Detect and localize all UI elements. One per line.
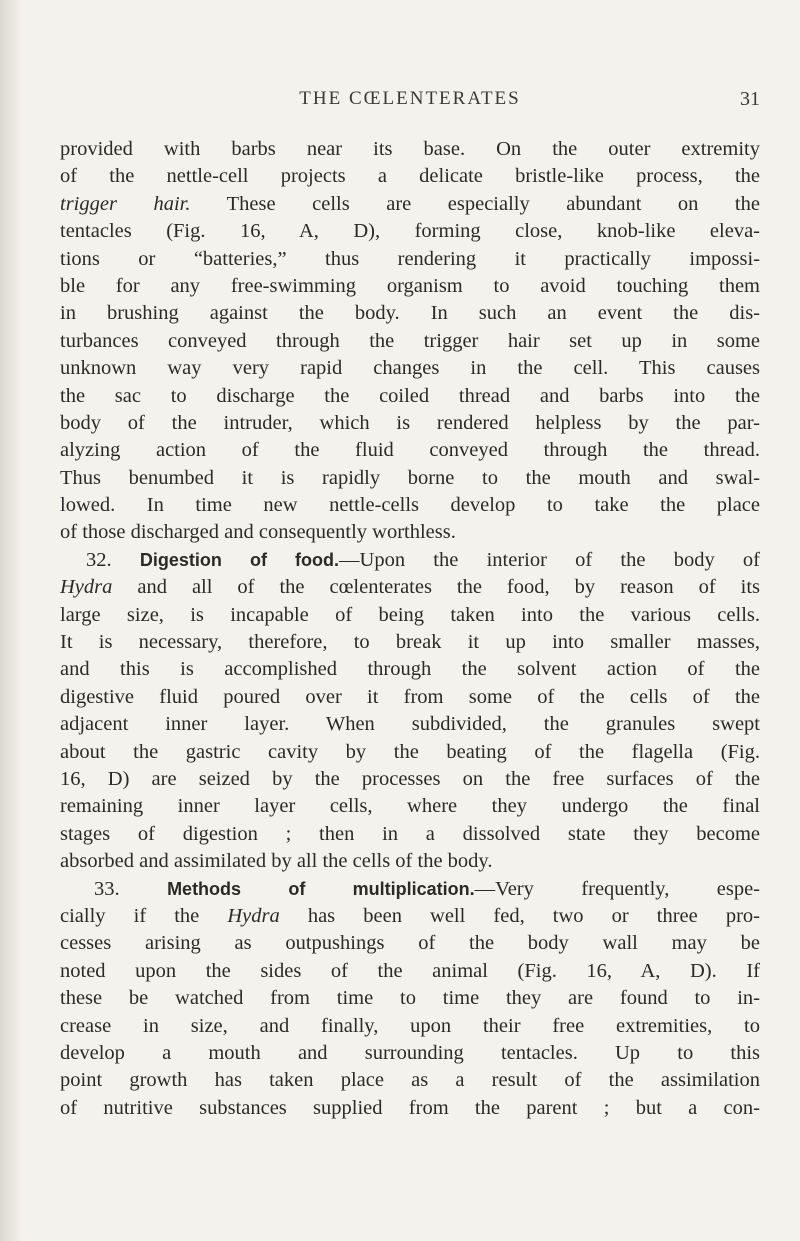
text-line: lowed. In time new nettle-cells develop to take the place — [60, 494, 760, 517]
italic-term: Hydra — [227, 904, 280, 927]
text-line: stages of digestion ; then in a dissolved state they become — [60, 822, 760, 845]
text-line: develop a mouth and surrounding tentacles. Up to this — [60, 1041, 760, 1064]
text-line: turbances conveyed through the trigger hair set up in some — [60, 329, 760, 352]
text-fragment: cially if the — [60, 904, 228, 927]
text-line: It is necessary, therefore, to break it up into smaller masses, — [60, 631, 760, 654]
section-32-first-line — [60, 547, 760, 574]
text-line: tentacles (Fig. 16, A, D), forming close, knob-like eleva- — [60, 220, 760, 243]
text-line: of nutritive substances supplied from the parent ; but a con- — [60, 1096, 760, 1119]
text-line: the sac to discharge the coiled thread and barbs into the — [60, 384, 760, 407]
running-title: THE CŒLENTERATES — [299, 88, 521, 109]
text-line: unknown way very rapid changes in the cell. This causes — [60, 357, 760, 380]
text-line: these be watched from time to time they are found to in- — [60, 987, 760, 1010]
text-line: absorbed and assimilated by all the cells of the body. — [60, 850, 493, 873]
text-line: alyzing action of the fluid conveyed through the thread. — [60, 439, 760, 462]
text-line: of the nettle-cell projects a delicate bristle-like process, the — [60, 165, 760, 188]
text-line — [60, 903, 760, 930]
body-text — [60, 136, 760, 1122]
text-line: point growth has taken place as a result of the assimilation — [60, 1069, 760, 1092]
text-line — [60, 574, 760, 601]
text-fragment: has been well fed, two or three pro- — [279, 904, 760, 927]
text-line: ble for any free-swimming organism to avoid touching them — [60, 274, 760, 297]
section-heading: Digestion of food. — [139, 549, 340, 570]
italic-term: Hydra — [60, 576, 113, 599]
section-number: 32. — [86, 548, 112, 571]
text-line: about the gastric cavity by the beating of the flagella (Fig. — [60, 740, 760, 763]
text-line: adjacent inner layer. When subdivided, the granules swept — [60, 713, 760, 736]
text-line: cesses arising as outpushings of the body wall may be — [60, 932, 760, 955]
page-number: 31 — [740, 88, 760, 110]
text-line: crease in size, and finally, upon their free extremities, to — [60, 1014, 760, 1037]
text-fragment: These cells are especially abundant on the — [190, 192, 760, 215]
text-fragment: and all of the cœlenterates the food, by reason of its — [112, 576, 760, 599]
text-line: digestive fluid poured over it from some of the cells of the — [60, 685, 760, 708]
text-line: 16, D) are seized by the processes on the free surfaces of the — [60, 767, 760, 790]
running-head — [60, 88, 760, 118]
text-line: provided with barbs near its base. On the outer extremity — [60, 138, 760, 160]
text-line: remaining inner layer cells, where they undergo the final — [60, 795, 760, 818]
text-line: body of the intruder, which is rendered helpless by the par- — [60, 411, 760, 434]
text-fragment: —Very frequently, espe- — [474, 877, 760, 900]
text-line: in brushing against the body. In such an event the dis- — [60, 302, 760, 325]
text-fragment: —Upon the interior of the body of — [339, 548, 760, 571]
text-line — [60, 191, 760, 218]
section-number: 33. — [94, 877, 120, 900]
text-line: Thus benumbed it is rapidly borne to the mouth and swal- — [60, 466, 760, 489]
text-line: large size, is incapable of being taken into the various cells. — [60, 603, 760, 626]
text-line: and this is accomplished through the solvent action of the — [60, 658, 760, 681]
section-33-first-line — [60, 876, 760, 903]
page-gutter-shadow — [0, 0, 22, 1241]
text-line: noted upon the sides of the animal (Fig. 16, A, D). If — [60, 959, 760, 982]
section-heading: Methods of multiplication. — [167, 878, 475, 899]
text-line: tions or “batteries,” thus rendering it practically impossi- — [60, 247, 760, 270]
italic-term: trigger hair. — [60, 192, 191, 215]
text-line: of those discharged and consequently worthless. — [60, 521, 456, 544]
